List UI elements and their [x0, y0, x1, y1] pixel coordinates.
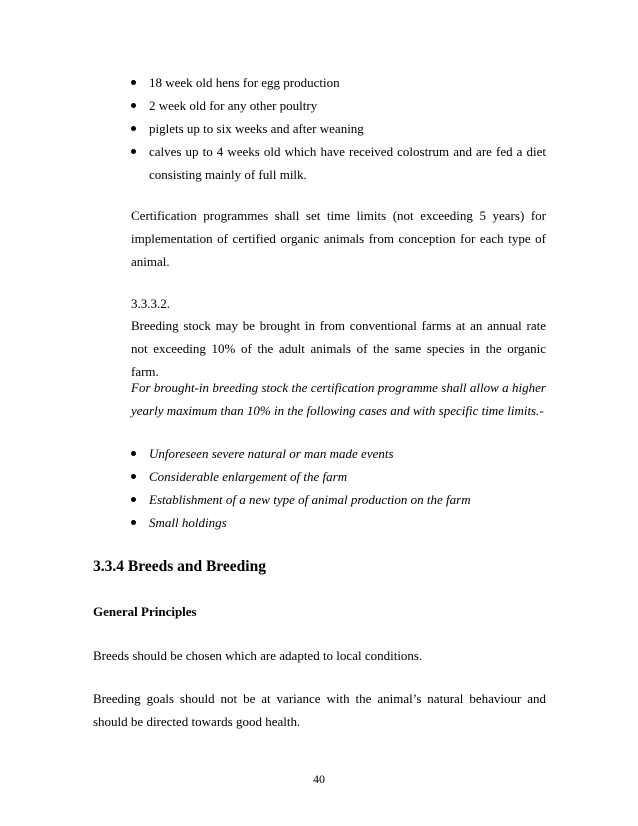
- paragraph-breeds: Breeds should be chosen which are adapted to local conditions.: [93, 648, 423, 663]
- list-item: piglets up to six weeks and after weaning: [131, 117, 546, 140]
- list-item: calves up to 4 weeks old which have received colostrum and are fed a diet consisting mainly of full milk.: [131, 140, 546, 186]
- list-item: Unforeseen severe natural or man made events: [131, 442, 546, 465]
- list-item: 18 week old hens for egg production: [131, 71, 546, 94]
- subheading: General Principles: [93, 604, 197, 619]
- paragraph-breeding-stock: Breeding stock may be brought in from conventional farms at an annual rate not exceeding 10% of the adult animals of the same species in the organic farm.: [131, 318, 546, 379]
- page-number: 40: [313, 772, 325, 786]
- section-heading: 3.3.4 Breeds and Breeding: [93, 558, 266, 575]
- list-item: Small holdings: [131, 511, 546, 534]
- bullet-list-animals: [131, 71, 546, 186]
- list-item: Considerable enlargement of the farm: [131, 465, 546, 488]
- bullet-list-cases: [131, 442, 546, 534]
- list-item: 2 week old for any other poultry: [131, 94, 546, 117]
- list-item: Establishment of a new type of animal production on the farm: [131, 488, 546, 511]
- section-number: 3.3.3.2.: [131, 296, 170, 311]
- paragraph-brought-in: For brought-in breeding stock the certification programme shall allow a higher yearly maximum than 10% in the following cases and with specific time limits.-: [131, 380, 546, 418]
- paragraph-breeding-goals: Breeding goals should not be at variance with the animal’s natural behaviour and should be directed towards good health.: [93, 691, 546, 729]
- paragraph-certification: Certification programmes shall set time limits (not exceeding 5 years) for implementation of certified organic animals from conception for each type of animal.: [131, 208, 546, 269]
